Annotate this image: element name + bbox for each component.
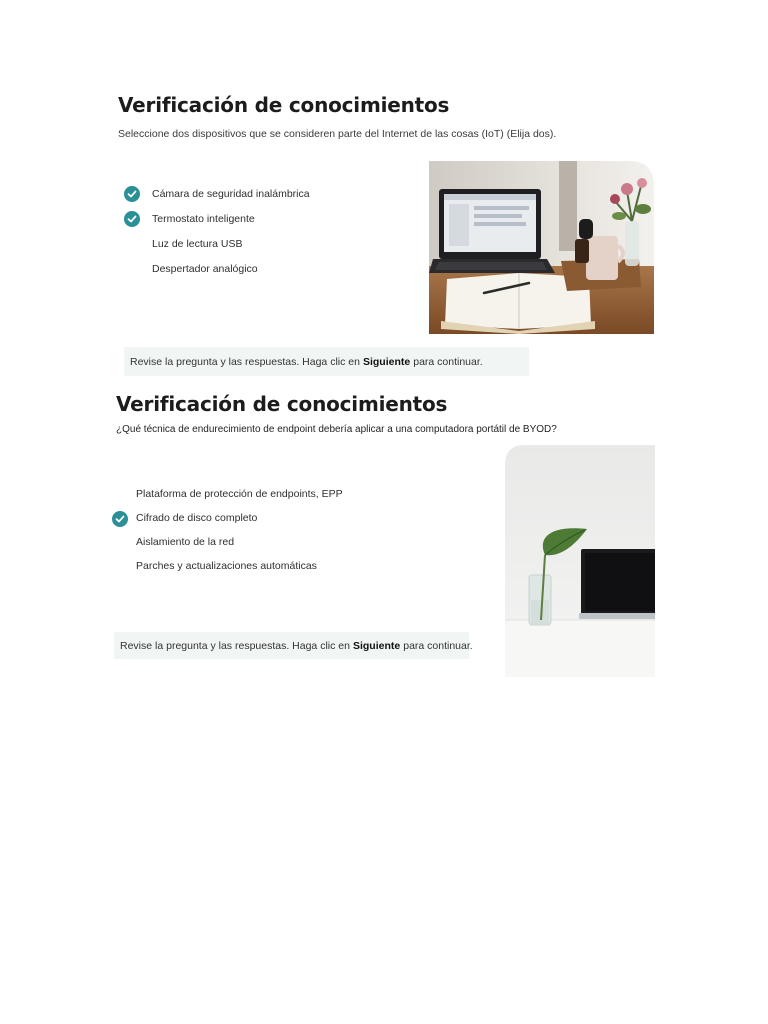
- banner-text-after: para continuar.: [403, 639, 473, 652]
- q1-title: Verificación de conocimientos: [118, 93, 450, 117]
- banner-text-before: Revise la pregunta y las respuestas. Haga clic en: [120, 639, 350, 652]
- q1-option-2[interactable]: Termostato inteligente: [152, 213, 255, 225]
- q2-option-4[interactable]: Parches y actualizaciones automáticas: [136, 560, 317, 572]
- checkmark-circle-icon: [124, 186, 140, 202]
- laptop-plant-photo: [505, 445, 655, 677]
- banner-next-link[interactable]: Siguiente: [362, 355, 411, 368]
- q2-option-1[interactable]: Plataforma de protección de endpoints, EPP: [136, 488, 343, 500]
- q2-title: Verificación de conocimientos: [116, 392, 448, 416]
- q1-option-1[interactable]: Cámara de seguridad inalámbrica: [152, 188, 310, 200]
- q1-option-4[interactable]: Despertador analógico: [152, 263, 258, 275]
- laptop-desk-photo: [429, 161, 654, 334]
- checkmark-circle-icon: [112, 511, 128, 527]
- q2-option-2[interactable]: Cifrado de disco completo: [136, 512, 258, 524]
- q2-option-3[interactable]: Aislamiento de la red: [136, 536, 235, 548]
- q2-prompt: ¿Qué técnica de endurecimiento de endpoint debería aplicar a una computadora portátil de BYOD?: [116, 424, 557, 435]
- q1-prompt: Seleccione dos dispositivos que se consideren parte del Internet de las cosas (IoT) (Elija dos).: [118, 128, 557, 140]
- checkmark-circle-icon: [124, 211, 140, 227]
- q1-review-banner: [124, 347, 529, 376]
- banner-text-before: Revise la pregunta y las respuestas. Haga clic en: [130, 355, 360, 368]
- q1-option-3[interactable]: Luz de lectura USB: [152, 238, 243, 250]
- banner-text-after: para continuar.: [413, 355, 483, 368]
- q2-review-banner: [114, 632, 473, 659]
- banner-next-link[interactable]: Siguiente: [352, 639, 401, 652]
